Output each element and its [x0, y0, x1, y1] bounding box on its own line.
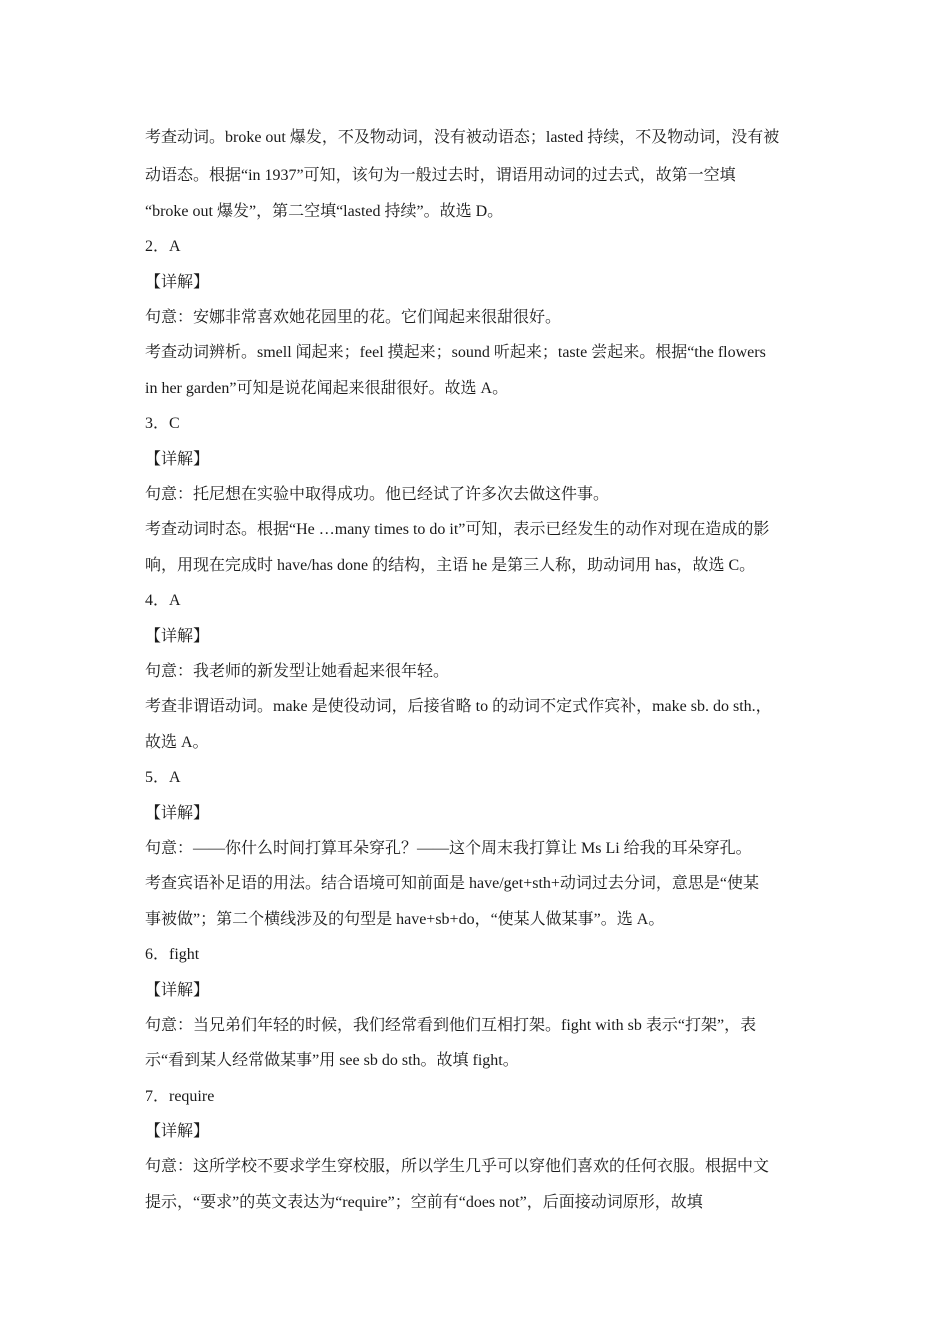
text-line: 句意：——你什么时间打算耳朵穿孔？——这个周末我打算让 Ms Li 给我的耳朵穿孔。	[145, 840, 752, 857]
text-line: 句意：托尼想在实验中取得成功。他已经试了许多次去做这件事。	[145, 486, 610, 503]
question-number: 5．A	[145, 769, 181, 786]
text-line: 考查动词时态。根据“He …many times to do it”可知，表示已经发生的动作对现在造成的影	[145, 521, 770, 538]
text-line: 考查动词辨析。smell 闻起来；feel 摸起来；sound 听起来；taste 尝起来。根据“the flowers	[145, 344, 766, 361]
text-line: 提示，“要求”的英文表达为“require”；空前有“does not”，后面接动词原形，故填	[145, 1194, 703, 1211]
question-number: 3．C	[145, 415, 180, 432]
text-line: 考查宾语补足语的用法。结合语境可知前面是 have/get+sth+动词过去分词，意思是“使某	[145, 875, 760, 892]
text-line: 响，用现在完成时 have/has done 的结构，主语 he 是第三人称，助动词用 has，故选 C。	[145, 557, 756, 574]
text-line: 句意：安娜非常喜欢她花园里的花。它们闻起来很甜很好。	[145, 309, 562, 326]
section-heading: 【详解】	[145, 982, 210, 999]
text-line: “broke out 爆发”，第二空填“lasted 持续”。故选 D。	[145, 203, 504, 220]
text-line: in her garden”可知是说花闻起来很甜很好。故选 A。	[145, 380, 509, 397]
text-line: 考查动词。broke out 爆发，不及物动词，没有被动语态；lasted 持续，不及物动词，没有被	[145, 129, 780, 146]
question-number: 2．A	[145, 238, 181, 255]
section-heading: 【详解】	[145, 451, 210, 468]
text-line: 句意：这所学校不要求学生穿校服，所以学生几乎可以穿他们喜欢的任何衣服。根据中文	[145, 1158, 770, 1175]
text-line: 句意：我老师的新发型让她看起来很年轻。	[145, 663, 450, 680]
section-heading: 【详解】	[145, 1123, 210, 1140]
text-line: 句意：当兄弟们年轻的时候，我们经常看到他们互相打架。fight with sb 表示“打架”，表	[145, 1017, 757, 1034]
question-number: 6．fight	[145, 946, 200, 963]
text-line: 事被做”；第二个横线涉及的句型是 have+sb+do，“使某人做某事”。选 A。	[145, 911, 665, 928]
section-heading: 【详解】	[145, 805, 210, 822]
text-line: 考查非谓语动词。make 是使役动词，后接省略 to 的动词不定式作宾补，make sb. do sth.，	[145, 698, 772, 715]
question-number: 4．A	[145, 592, 181, 609]
text-line: 动语态。根据“in 1937”可知，该句为一般过去时，谓语用动词的过去式，故第一空填	[145, 167, 736, 184]
section-heading: 【详解】	[145, 274, 210, 291]
text-line: 示“看到某人经常做某事”用 see sb do sth。故填 fight。	[145, 1052, 519, 1069]
question-number: 7．require	[145, 1088, 215, 1105]
text-line: 故选 A。	[145, 734, 209, 751]
section-heading: 【详解】	[145, 628, 210, 645]
